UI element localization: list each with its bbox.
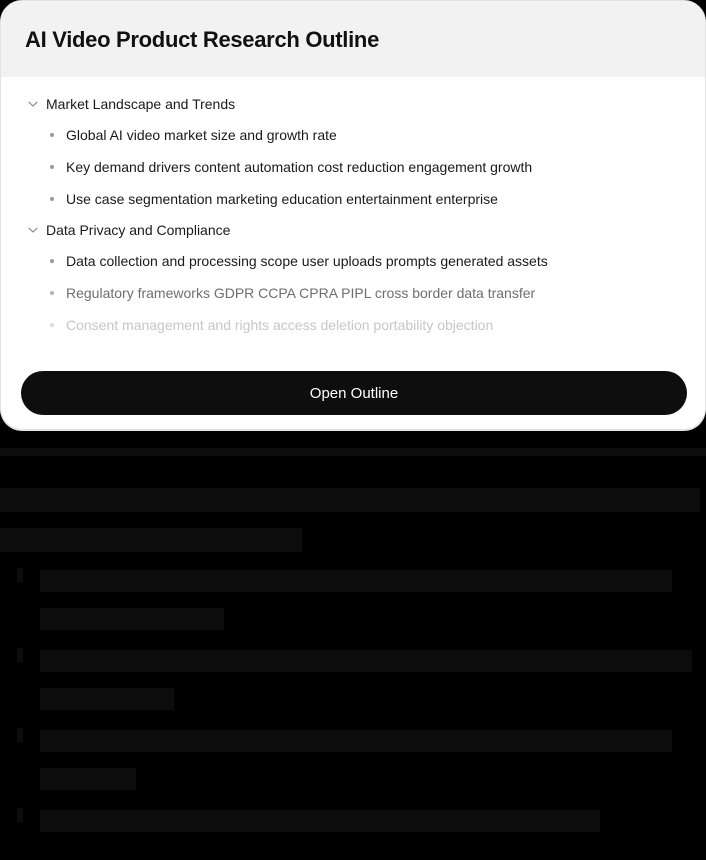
bullet-marker — [17, 728, 23, 742]
item-text: Consent management and rights access deletion portability objection — [66, 317, 494, 333]
section-items — [1, 241, 705, 341]
bullet-dot-icon — [50, 291, 54, 295]
list-item — [1, 245, 705, 277]
redacted-line — [40, 810, 600, 832]
bullet-dot-icon — [50, 133, 54, 137]
bullet-marker — [17, 808, 23, 822]
outline-section — [1, 93, 705, 215]
redacted-line — [40, 730, 672, 752]
open-outline-button[interactable]: Open Outline — [21, 371, 687, 415]
redacted-line — [40, 688, 174, 710]
list-item — [1, 151, 705, 183]
chevron-down-icon — [27, 224, 39, 236]
bullet-marker — [17, 648, 23, 662]
item-text: Data collection and processing scope user uploads prompts generated assets — [66, 253, 548, 269]
bullet-dot-icon — [50, 197, 54, 201]
section-toggle-data-privacy[interactable] — [1, 219, 705, 241]
redacted-line — [40, 768, 136, 790]
item-text: Use case segmentation marketing education entertainment enterprise — [66, 191, 498, 207]
redacted-line — [0, 488, 700, 512]
list-item — [1, 277, 705, 309]
section-label: Market Landscape and Trends — [46, 96, 236, 112]
bullet-dot-icon — [50, 259, 54, 263]
section-label: Data Privacy and Compliance — [46, 222, 231, 238]
bullet-dot-icon — [50, 165, 54, 169]
redacted-line — [0, 528, 302, 552]
card-title: AI Video Product Research Outline — [25, 27, 380, 52]
bullet-marker — [17, 568, 23, 582]
item-text: Global AI video market size and growth rate — [66, 127, 337, 143]
section-items — [1, 115, 705, 215]
redacted-line — [40, 570, 672, 592]
chevron-down-icon — [27, 98, 39, 110]
outline-section — [1, 219, 705, 341]
divider — [0, 448, 706, 456]
section-toggle-market-landscape[interactable] — [1, 93, 705, 115]
list-item — [1, 309, 705, 341]
item-text: Regulatory frameworks GDPR CCPA CPRA PIPL cross border data transfer — [66, 285, 536, 301]
list-item — [1, 183, 705, 215]
item-text: Key demand drivers content automation cost reduction engagement growth — [66, 159, 533, 175]
redacted-line — [40, 608, 224, 630]
card-header — [1, 1, 705, 77]
list-item — [1, 119, 705, 151]
redacted-line — [40, 650, 692, 672]
outline-tree — [1, 77, 705, 345]
bullet-dot-icon — [50, 323, 54, 327]
